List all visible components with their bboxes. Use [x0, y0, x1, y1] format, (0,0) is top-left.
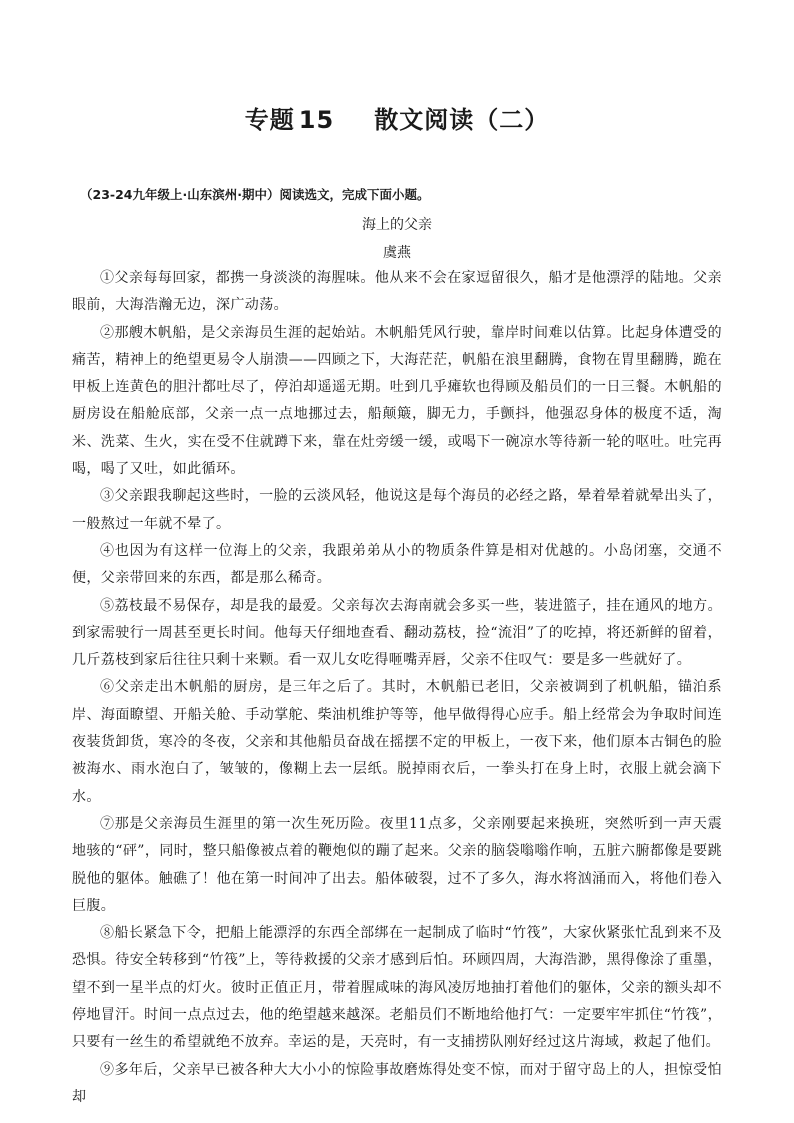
paragraph-2: ②那艘木帆船，是父亲海员生涯的起始站。木帆船凭风行驶，靠岸时间难以估算。比起身体遭受的痛苦，精神上的绝望更易令人崩溃——四顾之下，大海茫茫，帆船在浪里翻腾，食物在胃里翻腾，跪在甲板上连黄色的胆汁都吐尽了，停泊却遥遥无期。吐到几乎瘫软也得顾及船员们的一日三餐。木帆船的厨房设在船舱底部，父亲一点一点地挪过去，船颠簸，脚无力，手颤抖，他强忍身体的极度不适，淘米、洗菜、生火，实在受不住就蹲下来，靠在灶旁缓一缓，或喝下一碗凉水等待新一轮的呕吐。吐完再喝，喝了又吐，如此循环。 — [72, 324, 722, 478]
paragraph-3: ③父亲跟我聊起这些时，一脸的云淡风轻，他说这是每个海员的必经之路，晕着晕着就晕出头了，一般熬过一年就不晕了。 — [72, 488, 722, 532]
article-author: 虞燕 — [383, 245, 411, 261]
paragraph-1: ①父亲每每回家，都携一身淡淡的海腥味。他从来不会在家逗留很久，船才是他漂浮的陆地。父亲眼前，大海浩瀚无边，深广动荡。 — [72, 270, 722, 314]
title-main: 散文阅读（二） — [374, 106, 550, 134]
question-source: （23-24九年级上·山东滨州·期中）阅读选文，完成下面小题。 — [80, 187, 430, 202]
paragraph-5: ⑤荔枝最不易保存，却是我的最爱。父亲每次去海南就会多买一些，装进篮子，挂在通风的地方。到家需驶行一周甚至更长时间。他每天仔细地查看、翻动荔枝，捡“流泪”了的吃掉，将还新鲜的留着，几斤荔枝到家后往往只剩十来颗。看一双儿女吃得咂嘴弄唇，父亲不住叹气：要是多一些就好了。 — [72, 597, 722, 669]
paragraph-4: ④也因为有这样一位海上的父亲，我跟弟弟从小的物质条件算是相对优越的。小岛闭塞，交通不便，父亲带回来的东西，都是那么稀奇。 — [72, 542, 722, 587]
title-number: 15 — [298, 106, 335, 134]
paragraph-7: ⑦那是父亲海员生涯里的第一次生死历险。夜里11点多，父亲刚要起来换班，突然听到一声天震地骇的“砰”，同时，整只船像被点着的鞭炮似的蹦了起来。父亲的脑袋嗡嗡作响，五脏六腑都像是要跳脱他的躯体。触礁了！他在第一时间冲了出去。船体破裂，过不了多久，海水将汹涌而入，将他们卷入巨腹。 — [72, 815, 722, 914]
article-title: 海上的父亲 — [362, 217, 432, 233]
paragraph-8: ⑧船长紧急下令，把船上能漂浮的东西全部绑在一起制成了临时“竹筏”，大家伙紧张忙乱到来不及恐惧。待安全转移到“竹筏”上，等待救援的父亲才感到后怕。环顾四周，大海浩渺，黑得像涂了重墨，望不到一星半点的灯火。彼时正值正月，带着腥咸味的海风凌厉地抽打着他们的躯体，父亲的额头却不停地冒汗。时间一点点过去，他的绝望越来越深。老船员们不断地给他打气：一定要牢牢抓住“竹筏”，只要有一丝生的希望就绝不放弃。幸运的是，天亮时，有一支捕捞队刚好经过这片海域，救起了他们。 — [72, 925, 722, 1051]
title-prefix: 专题 — [244, 106, 295, 134]
page-title — [0, 100, 794, 135]
article-body — [72, 265, 722, 1111]
paragraph-9: ⑨多年后，父亲早已被各种大大小小的惊险事故磨炼得处变不惊，而对于留守岛上的人，担惊受怕却 — [72, 1061, 722, 1105]
paragraph-6: ⑥父亲走出木帆船的厨房，是三年之后了。其时，木帆船已老旧，父亲被调到了机帆船，锚泊系岸、海面瞭望、开船关舱、手动掌舵、柴油机维护等等，他早做得得心应手。船上经常会为争取时间连夜装货卸货，寒冷的冬夜，父亲和其他船员奋战在摇摆不定的甲板上，一夜下来，他们原本古铜色的脸被海水、雨水泡白了，皱皱的，像糊上去一层纸。脱掉雨衣后，一拳头打在身上时，衣服上就会滴下水。 — [72, 679, 722, 805]
